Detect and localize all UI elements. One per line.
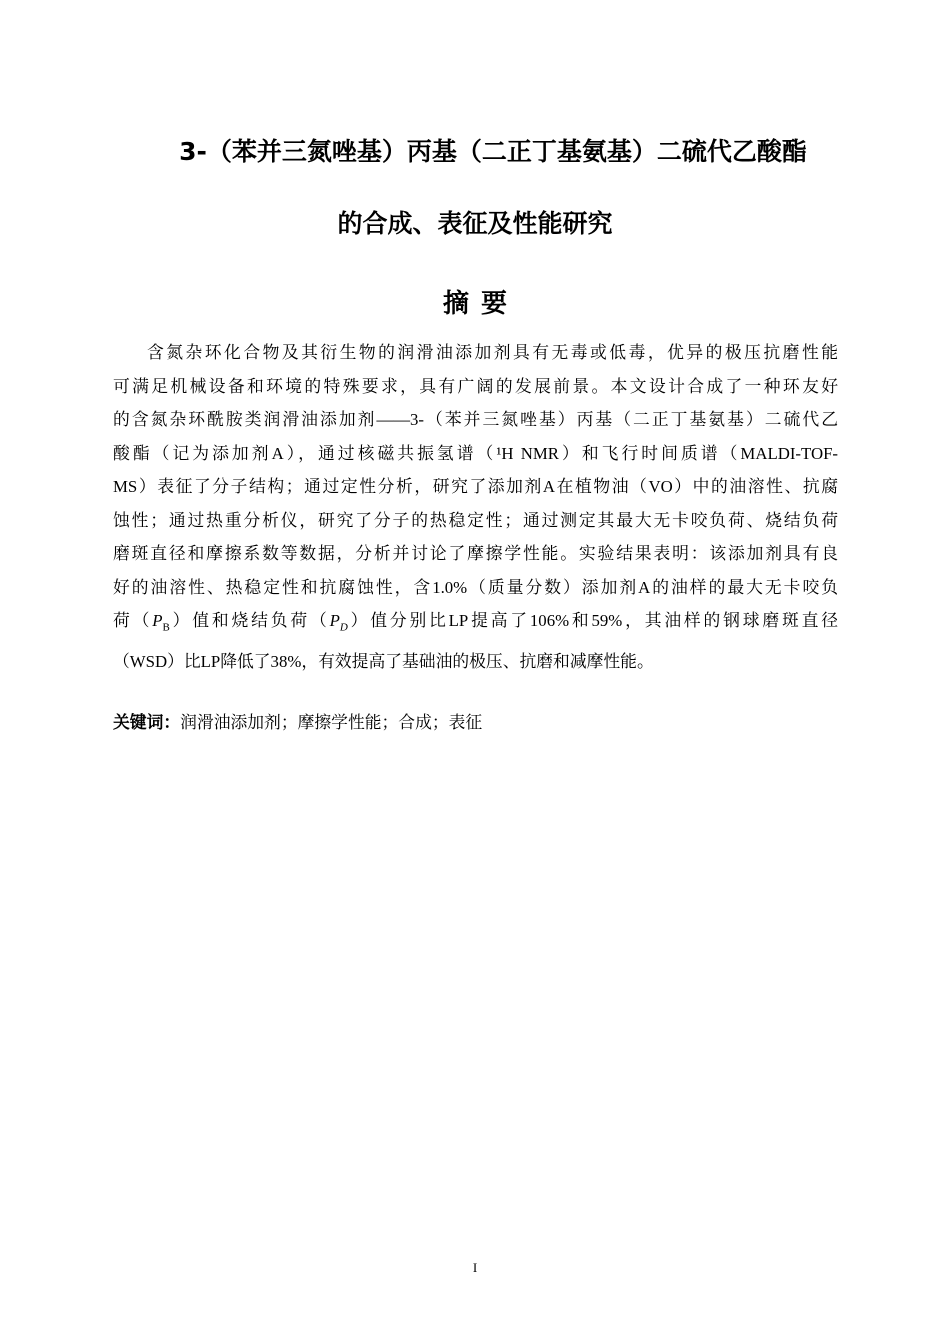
abstract-line: 好的油溶性、热稳定性和抗腐蚀性，含1.0%（质量分数）添加剂A的油样的最大无卡咬负 [113,577,838,597]
pd-variable: P [329,611,340,630]
abstract-line: 含氮杂环化合物及其衍生物的润滑油添加剂具有无毒或低毒，优异的极压抗磨性能 [147,343,838,362]
keywords-label: 关键词： [113,712,181,732]
keywords [113,706,838,740]
abstract-line: 的含氮杂环酰胺类润滑油添加剂——3-（苯并三氮唑基）丙基（二正丁基氨基）二硫代乙 [113,410,838,429]
abstract-line: 酸酯（记为添加剂A），通过核磁共振氢谱（¹H NMR）和飞行时间质谱（MALDI-TOF- [113,443,838,463]
keywords-text: 润滑油添加剂；摩擦学性能；合成；表征 [180,713,483,732]
abstract-body [113,336,838,678]
abstract-line: 磨斑直径和摩擦系数等数据，分析并讨论了摩擦学性能。实验结果表明：该添加剂具有良 [113,544,838,563]
text-fragment: ）值和烧结负荷（ [169,611,330,630]
abstract-line: MS）表征了分子结构；通过定性分析，研究了添加剂A在植物油（VO）中的油溶性、抗腐 [113,477,838,496]
abstract-line-last: （WSD）比LP降低了38%，有效提高了基础油的极压、抗磨和减摩性能。 [113,651,654,671]
pd-subscript: D [339,621,348,634]
page-number: I [472,1260,478,1275]
abstract-heading: 摘要 [442,289,519,319]
text-fragment: 荷（ [113,611,153,630]
pb-subscript: B [162,621,170,634]
abstract-line-formula [113,604,838,645]
title-line-1: 3-（苯并三氮唑基）丙基（二正丁基氨基）二硫代乙酸酯 [179,137,807,166]
abstract-line: 蚀性；通过热重分析仪，研究了分子的热稳定性；通过测定其最大无卡咬负荷、烧结负荷 [113,510,838,530]
pb-variable: P [152,611,163,630]
abstract-line: 可满足机械设备和环境的特殊要求，具有广阔的发展前景。本文设计合成了一种环友好 [113,376,838,396]
text-fragment: ）值分别比LP提高了106%和59%，其油样的钢球磨斑直径 [347,611,838,630]
title-line-2: 的合成、表征及性能研究 [337,209,613,238]
